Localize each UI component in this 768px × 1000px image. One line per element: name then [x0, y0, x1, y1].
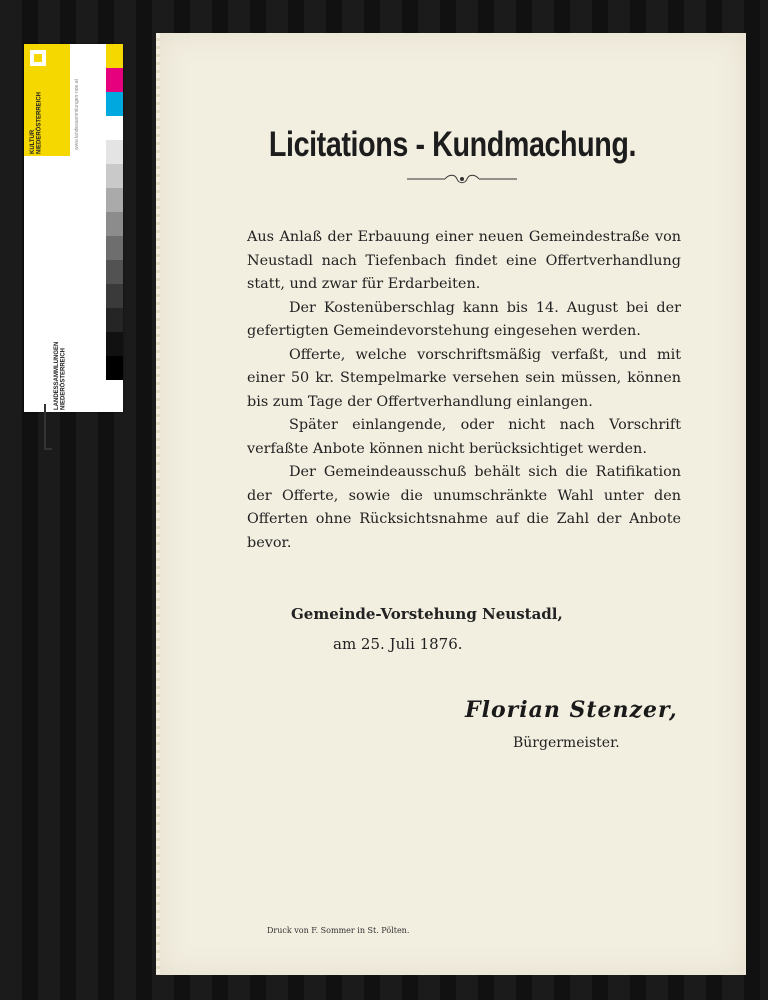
announcement-body [247, 226, 681, 555]
color-swatch [106, 260, 123, 284]
color-swatch [106, 68, 123, 92]
poster-paper [159, 33, 746, 975]
color-swatch [106, 164, 123, 188]
issuing-authority: Gemeinde-Vorstehung Neustadl, [291, 605, 563, 623]
color-swatch [106, 212, 123, 236]
paragraph-5: Der Gemeindeausschuß behält sich die Ratifikation der Offerte, sowie die unumschränkte Wahl unter den Offerten ohne Rücksichtsnahme auf die Zahl der Anbote bevor. [247, 464, 681, 551]
color-swatch [106, 116, 123, 140]
color-swatch [106, 356, 123, 380]
color-calibration-strip [24, 44, 123, 412]
color-swatch [106, 188, 123, 212]
brand-block [24, 44, 70, 156]
issue-date: am 25. Juli 1876. [333, 635, 463, 653]
collection-text: LANDESSAMMLUNGEN NIEDERÖSTERREICH [54, 341, 67, 410]
paragraph-2: Der Kostenüberschlag kann bis 14. August bei der gefertigten Gemeindevorstehung eingesehen werden. [247, 299, 681, 339]
color-swatch [106, 92, 123, 116]
url-text: www.landessammlungen-noe.at [74, 79, 80, 150]
color-swatch [106, 44, 123, 68]
paragraph-4: Später einlangende, oder nicht nach Vorschrift verfaßte Anbote können nicht berücksichtiget werden. [247, 417, 681, 457]
color-swatch [106, 332, 123, 356]
color-swatch [106, 308, 123, 332]
kultur-logo-icon [30, 50, 46, 66]
brand-text: KULTUR NIEDERÖSTERREICH [30, 91, 43, 154]
ornament-divider-icon [407, 173, 517, 185]
signer-title: Bürgermeister. [513, 735, 620, 751]
color-swatch [106, 284, 123, 308]
printer-imprint: Druck von F. Sommer in St. Pölten. [267, 926, 410, 935]
collection-bracket-icon [44, 404, 52, 450]
paragraph-3: Offerte, welche vorschriftsmäßig verfaßt, und mit einer 50 kr. Stempelmarke versehen sein müssen, können bis zum Tage der Offertverhandlung einlangen. [247, 346, 681, 410]
color-swatch [106, 236, 123, 260]
color-swatches [106, 44, 123, 412]
paragraph-1: Aus Anlaß der Erbauung einer neuen Gemeindestraße von Neustadl nach Tiefenbach findet eine Offertverhandlung statt, und zwar für Erdarbeiten. [247, 229, 681, 292]
signer-name: Florian Stenzer, [465, 697, 678, 723]
color-swatch [106, 140, 123, 164]
page-title: Licitations - Kundmachung. [268, 125, 637, 164]
